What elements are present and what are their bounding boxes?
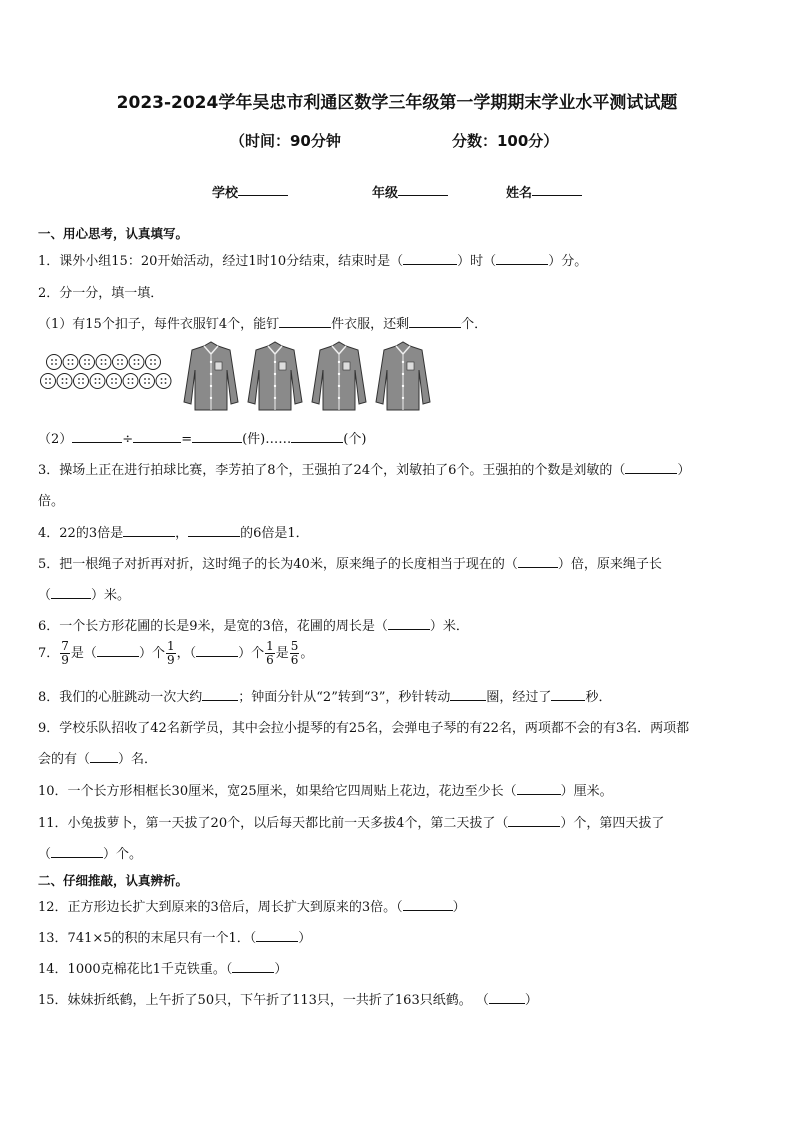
fraction-denominator: 9 — [61, 653, 69, 667]
button-icon — [146, 355, 161, 370]
q2-p2-blank-2[interactable] — [133, 430, 181, 443]
button-icon — [57, 374, 72, 389]
q5-text-3: （ — [38, 588, 52, 603]
question-7 — [38, 640, 758, 667]
question-2-part-1 — [38, 313, 758, 332]
shirts-group — [184, 342, 430, 410]
q3-text: 3．操场上正在进行拍球比赛，李芳拍了8个，王强拍了24个，刘敏拍了6个。王强拍的个数是刘敏的（ — [38, 463, 626, 478]
q1-answer-blank-1[interactable] — [403, 252, 457, 265]
q2-p1-blank-2[interactable] — [409, 315, 461, 328]
q8-text-3: 圈，经过了 — [486, 690, 552, 705]
question-8 — [38, 686, 758, 705]
total-score: 分数：100分） — [452, 132, 559, 150]
q8-text: 8．我们的心脏跳动一次大约 — [38, 690, 203, 705]
q5-blank-1[interactable] — [518, 555, 558, 568]
q9-text-2: 会的有（ — [38, 752, 91, 767]
fraction-denominator: 6 — [290, 653, 299, 667]
q2-p2-unit-1: (件)…… — [242, 432, 292, 447]
question-11-cont — [38, 843, 758, 862]
page-title: 2023-2024学年吴忠市利通区数学三年级第一学期期末学业水平测试试题 — [116, 93, 678, 113]
button-icon — [123, 374, 138, 389]
q3-text-2: ） — [677, 463, 691, 478]
question-11 — [38, 812, 758, 831]
button-icon — [63, 355, 78, 370]
q7-blank-1[interactable] — [97, 644, 139, 657]
q10-text-2: ）厘米。 — [560, 784, 613, 799]
q12-text: 12．正方形边长扩大到原来的3倍后，周长扩大到原来的3倍。（ — [38, 900, 403, 915]
q7-text: 是（ — [70, 646, 97, 661]
fraction-5-6 — [290, 640, 300, 667]
button-icon — [41, 374, 56, 389]
question-6 — [38, 615, 758, 634]
fraction-numerator: 7 — [61, 639, 69, 653]
button-icon — [47, 355, 62, 370]
q8-text-4: 秒． — [585, 690, 612, 705]
fraction-numerator: 1 — [266, 639, 274, 653]
question-1 — [38, 250, 758, 269]
button-icon — [129, 355, 144, 370]
question-9-cont — [38, 748, 758, 767]
button-icon — [90, 374, 105, 389]
button-icon — [80, 355, 95, 370]
q2-p1-blank-1[interactable] — [279, 315, 331, 328]
q4-text-3: 的6倍是1． — [240, 526, 309, 541]
shirt-icon — [184, 342, 238, 410]
q2-p1-text: （1）有15个扣子，每件衣服钉4个，能钉 — [38, 317, 280, 332]
q8-blank-3[interactable] — [551, 688, 585, 701]
question-2-head: 2．分一分，填一填． — [38, 286, 164, 301]
grade-label: 年级 — [372, 186, 399, 201]
question-5-cont — [38, 584, 758, 603]
section-2-heading: 二、仔细推敲，认真辨析。 — [38, 873, 189, 888]
question-4 — [38, 522, 758, 541]
question-13 — [38, 927, 758, 946]
fraction-numerator: 5 — [290, 639, 299, 653]
q5-text: 5．把一根绳子对折再对折，这时绳子的长为40米，原来绳子的长度相当于现在的（ — [38, 557, 518, 572]
q7-text-2: ）个 — [138, 646, 165, 661]
q14-text: 14．1000克棉花比1千克铁重。（ — [38, 962, 233, 977]
q15-text: 15．妹妹折纸鹤，上午折了50只，下午折了113只，一共折了163只纸鹤。 （ — [38, 993, 489, 1008]
q15-blank[interactable] — [489, 991, 525, 1004]
button-icon — [113, 355, 128, 370]
school-blank[interactable] — [238, 182, 288, 196]
q1-text-2: ）时（ — [457, 254, 497, 269]
q2-p2-blank-3[interactable] — [192, 430, 242, 443]
exam-meta — [0, 130, 794, 150]
fraction-7-9 — [60, 640, 70, 667]
time-limit: （时间：90分钟 — [230, 132, 341, 150]
q6-text-2: ）米． — [429, 619, 469, 634]
name-label: 姓名 — [506, 186, 533, 201]
q12-text-2: ） — [452, 900, 466, 915]
q11-blank-1[interactable] — [508, 814, 560, 827]
q1-answer-blank-2[interactable] — [496, 252, 548, 265]
q11-text-4: ）个。 — [103, 847, 143, 862]
buttons-group — [41, 355, 172, 389]
school-field[interactable] — [212, 182, 238, 201]
equals-sign: = — [181, 432, 193, 447]
q9-text-3: ）名． — [118, 752, 158, 767]
school-label: 学校 — [212, 186, 239, 201]
question-5 — [38, 553, 758, 572]
q2-p1-text-3: 个． — [461, 317, 488, 332]
q2-p2-label: （2） — [38, 432, 73, 447]
q6-blank[interactable] — [388, 617, 430, 630]
q14-text-2: ） — [274, 962, 288, 977]
q8-text-2: ；钟面分针从“2”转到“3”，秒针转动 — [238, 690, 451, 705]
grade-field[interactable] — [372, 182, 398, 201]
q7-text-4: ）个 — [238, 646, 265, 661]
q9-blank[interactable] — [90, 750, 118, 763]
q13-text-2: ） — [298, 931, 312, 946]
section-1-heading: 一、用心思考，认真填写。 — [38, 226, 189, 241]
q4-blank-1[interactable] — [123, 524, 175, 537]
fraction-1-6 — [265, 640, 275, 667]
q8-blank-1[interactable] — [202, 688, 238, 701]
q11-text: 11．小兔拔萝卜，第一天拔了20个，以后每天都比前一天多拔4个，第二天拔了（ — [38, 816, 509, 831]
question-15 — [38, 989, 758, 1008]
fraction-denominator: 6 — [266, 653, 274, 667]
shirt-icon — [312, 342, 366, 410]
fraction-denominator: 9 — [166, 653, 175, 667]
q2-p1-text-2: 件衣服，还剩 — [331, 317, 410, 332]
name-field[interactable] — [506, 182, 532, 201]
question-12 — [38, 896, 758, 915]
divide-sign: ÷ — [122, 432, 134, 447]
button-icon — [107, 374, 122, 389]
q3-answer-blank[interactable] — [625, 461, 677, 474]
q7-blank-2[interactable] — [196, 644, 238, 657]
q6-text: 6．一个长方形花圃的长是9米，是宽的3倍，花圃的周长是（ — [38, 619, 388, 634]
question-2-part-2 — [38, 428, 758, 447]
q7-number: 7． — [38, 646, 60, 661]
q7-text-6: 。 — [300, 646, 314, 661]
button-icon — [96, 355, 111, 370]
q12-blank[interactable] — [403, 898, 453, 911]
q2-p2-blank-1[interactable] — [72, 430, 122, 443]
q1-text: 1．课外小组15：20开始活动，经过1时10分结束，结束时是（ — [38, 254, 404, 269]
grade-blank[interactable] — [398, 182, 448, 196]
q10-blank[interactable] — [517, 782, 561, 795]
q2-p2-blank-4[interactable] — [291, 430, 343, 443]
q7-text-5: 是 — [275, 646, 289, 661]
fraction-1-9 — [166, 640, 176, 667]
question-3 — [38, 459, 758, 478]
q7-text-3: ，（ — [176, 646, 197, 661]
button-icon — [156, 374, 171, 389]
shirt-icon — [248, 342, 302, 410]
q1-text-3: ）分。 — [548, 254, 588, 269]
q14-blank[interactable] — [232, 960, 274, 973]
q11-text-2: ）个，第四天拔了 — [560, 816, 665, 831]
name-blank[interactable] — [532, 182, 582, 196]
button-icon — [140, 374, 155, 389]
question-9: 9．学校乐队招收了42名新学员，其中会拉小提琴的有25名，会弹电子琴的有22名，两项都不会的有3名．两项都 — [38, 721, 690, 736]
q11-blank-2[interactable] — [51, 845, 103, 858]
q8-blank-2[interactable] — [450, 688, 486, 701]
shirt-icon — [376, 342, 430, 410]
q5-text-2: ）倍，原来绳子长 — [557, 557, 662, 572]
q15-text-2: ） — [524, 993, 538, 1008]
q4-text: 4．22的3倍是 — [38, 526, 124, 541]
q2-p2-unit-2: (个) — [343, 432, 367, 447]
q11-text-3: （ — [38, 847, 52, 862]
q4-text-2: ， — [175, 526, 189, 541]
q5-text-4: ）米。 — [91, 588, 131, 603]
question-10 — [38, 780, 758, 799]
q4-blank-2[interactable] — [188, 524, 240, 537]
q5-blank-2[interactable] — [51, 586, 91, 599]
button-icon — [74, 374, 89, 389]
buttons-and-shirts-illustration — [38, 340, 448, 415]
q13-text: 13．741×5的积的末尾只有一个1．（ — [38, 931, 257, 946]
fraction-numerator: 1 — [166, 639, 175, 653]
q13-blank[interactable] — [256, 929, 298, 942]
q10-text: 10．一个长方形相框长30厘米，宽25厘米，如果给它四周贴上花边，花边至少长（ — [38, 784, 517, 799]
question-3-cont: 倍。 — [38, 494, 65, 509]
question-14 — [38, 958, 758, 977]
